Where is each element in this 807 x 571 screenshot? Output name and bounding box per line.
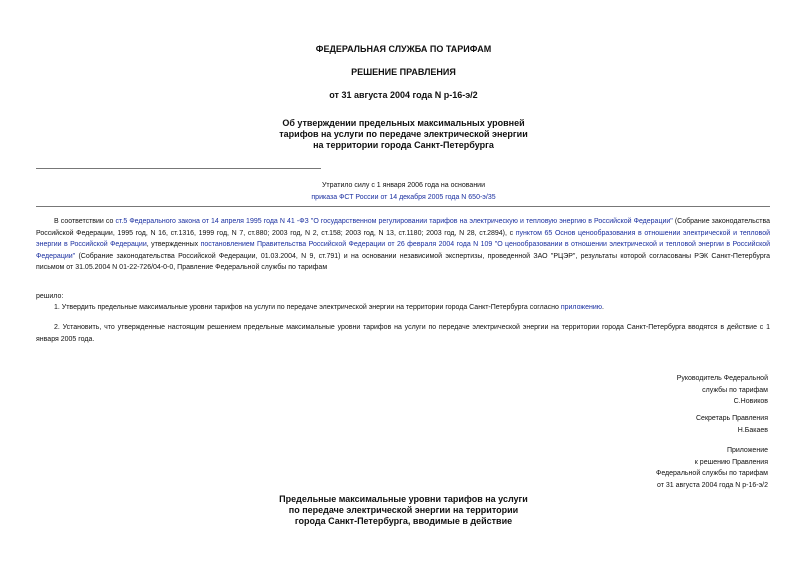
status-text: Утратило силу с 1 января 2006 года на основании: [321, 182, 486, 189]
appendix-reference: Приложение к решению Правления Федеральной службы по тарифам от 31 августа 2004 года N р-16-э/2: [656, 447, 768, 489]
divider-short: [36, 168, 321, 169]
subject-line-3: на территории города Санкт-Петербурга: [313, 140, 494, 150]
subject-line-1: Об утверждении предельных максимальных уровней: [282, 118, 525, 128]
item-1: 1. Утвердить предельные максимальные уровни тарифов на услуги по передаче электрической энергии на территории города Санкт-Петербурга согласно приложению.: [54, 304, 604, 311]
signature-secretary: Секретарь Правления Н.Бакаев: [696, 413, 768, 436]
appendix-title-line-2: по передаче электрической энергии на территории: [288, 505, 519, 515]
secretary-name: Н.Бакаев: [737, 426, 768, 434]
decided-label: решило:: [36, 293, 64, 300]
government-decree-link[interactable]: постановлением Правительства Российской Федерации от 26 февраля 2004 года N 109 "О ценообразовании в отношении электрической и тепловой энергии в Российской Федерации": [36, 241, 771, 260]
appendix-link[interactable]: приложению: [560, 304, 603, 311]
preamble-paragraph: В соответствии со ст.5 Федерального закона от 14 апреля 1995 года N 41 -ФЗ "О государственном регулировании тарифов на электрическую и тепловую энергию в Российской Федерации" (Собрание законодательства Российской Федерации, 1995 год, N 16, ст.1316, 1999 год, N 7, ст.880; 2003 год, N 2, ст.158; 2003 год, N 13, ст.1180; 2003 год, N 28, ст.2894), с пунктом 65 Основ ценообразования в отношении электрической и тепловой энергии в Российской Федерации, утвержденных постановлением Правительства Российской Федерации от 26 февраля 2004 года N 109 "О ценообразовании в отношении электрической и тепловой энергии в Российской Федерации" (Собрание законодательства Российской Федерации, 01.03.2004, N 9, ст.791) и на основании независимой экспертизы, проведенной ЗАО "РЦЭР", результаты которой согласованы РЭК Санкт-Петербурга письмом от 31.05.2004 N 01-22-726/04-0-0, Правление Федеральной службы по тарифам: [36, 218, 771, 271]
federal-law-link[interactable]: ст.5 Федерального закона от 14 апреля 1995 года N 41 -ФЗ "О государственном регулировании тарифов на электрическую и тепловую энергию в Российской Федерации": [115, 218, 673, 225]
appendix-title-line-3: города Санкт-Петербурга, вводимые в действие: [294, 516, 513, 526]
agency-title: ФЕДЕРАЛЬНАЯ СЛУЖБА ПО ТАРИФАМ: [315, 44, 492, 54]
repeal-order-link[interactable]: приказа ФСТ России от 14 декабря 2005 года N 650-э/35: [311, 193, 496, 201]
divider-long: [36, 206, 770, 207]
pricing-principles-link[interactable]: пунктом 65 Основ ценообразования в отношении электрической и тепловой энергии в Российской Федерации: [36, 229, 770, 248]
item-2: 2. Установить, что утвержденные настоящим решением предельные максимальные уровни тарифов на услуги по передаче электрической энергии на территории города Санкт-Петербурга вводятся в действие с 1 января 2005 года.: [36, 324, 770, 343]
head-name: С.Новиков: [733, 398, 768, 405]
status-block: [0, 180, 807, 203]
decision-date-number: от 31 августа 2004 года N р-16-э/2: [329, 90, 478, 100]
subject-line-2: тарифов на услуги по передаче электрической энергии: [279, 129, 528, 139]
decision-title: РЕШЕНИЕ ПРАВЛЕНИЯ: [351, 67, 456, 77]
appendix-title-line-1: Предельные максимальные уровни тарифов на услуги: [279, 494, 528, 504]
signature-head: Руководитель Федеральной службы по тарифам С.Новиков: [677, 373, 768, 408]
